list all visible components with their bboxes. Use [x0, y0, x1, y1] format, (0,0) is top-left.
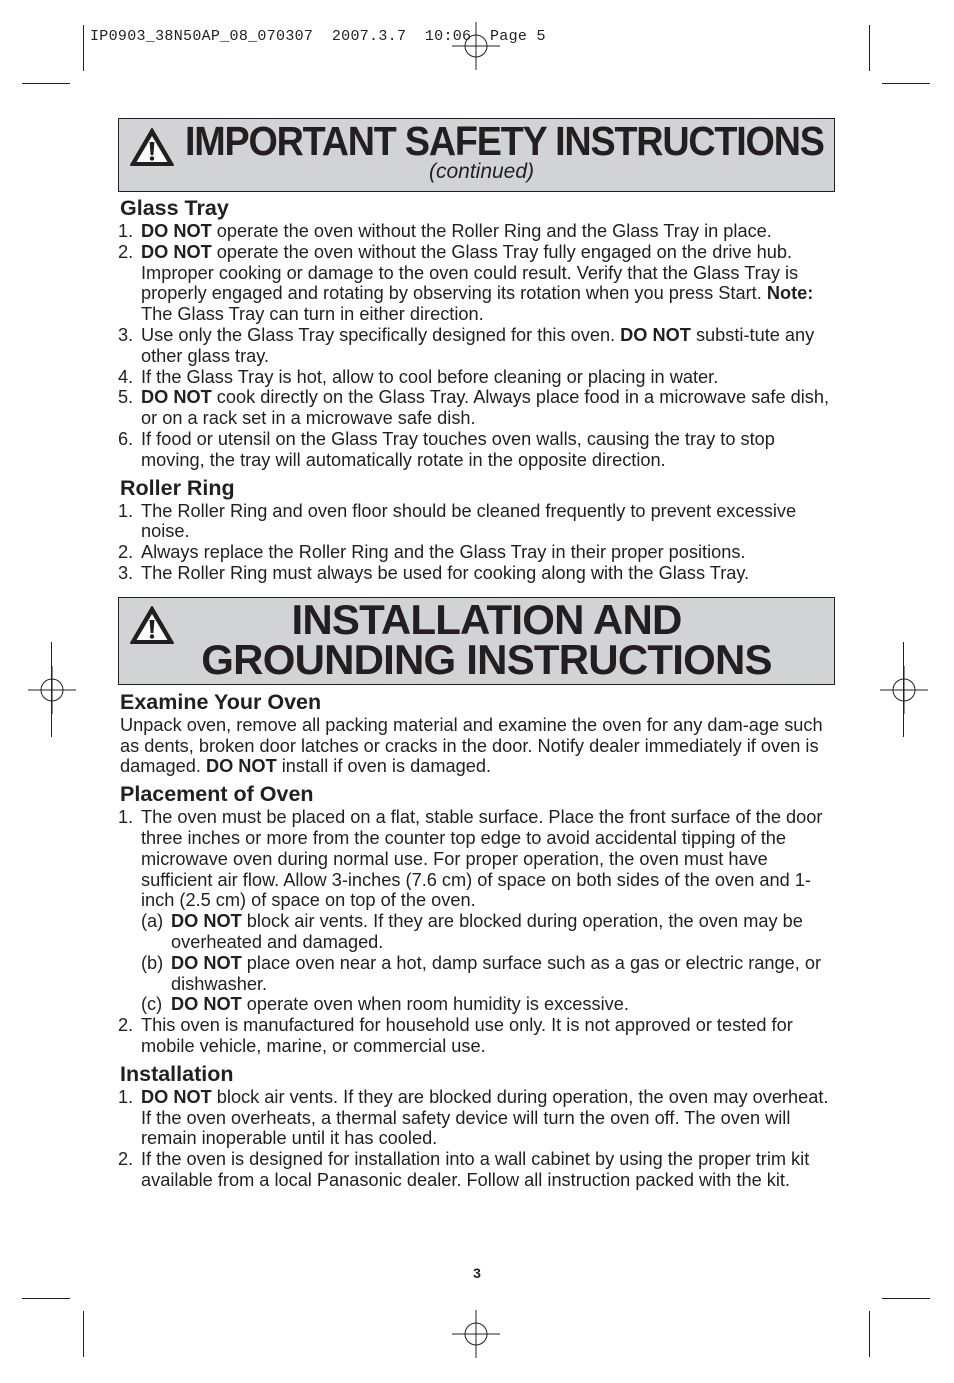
list-item: 3. Use only the Glass Tray specifically designed for this oven. DO NOT substi-tute any other glass tray.	[118, 324, 815, 366]
list-item: 1. The Roller Ring and oven floor should be cleaned frequently to prevent excessive noise.	[118, 500, 797, 542]
list-item: 3. The Roller Ring must always be used for cooking along with the Glass Tray.	[118, 562, 750, 583]
page-content	[118, 118, 835, 1191]
safety-banner	[118, 118, 835, 192]
banner-subtitle: (continued)	[428, 160, 535, 183]
section-examine-oven	[118, 689, 835, 777]
crop-mark	[51, 642, 52, 737]
section-installation	[118, 1061, 835, 1191]
section-heading: Glass Tray	[120, 196, 229, 220]
registration-mark-icon	[452, 1310, 500, 1358]
crop-mark	[83, 1311, 84, 1357]
banner-title: INSTALLATION AND GROUNDING INSTRUCTIONS	[201, 595, 772, 683]
installation-list	[118, 1087, 835, 1191]
section-glass-tray	[118, 195, 835, 471]
sub-item: (c) DO NOT operate oven when room humidity is excessive.	[141, 994, 629, 1015]
crop-mark	[882, 1298, 930, 1299]
list-item: 5. DO NOT cook directly on the Glass Tray. Always place food in a microwave safe dish, or on a rack set in a microwave safe dish.	[118, 387, 830, 429]
section-heading: Examine Your Oven	[120, 689, 322, 714]
list-item: 2. Always replace the Roller Ring and the Glass Tray in their proper positions.	[118, 542, 746, 563]
crop-mark	[903, 642, 904, 737]
sub-item: (a) DO NOT block air vents. If they are blocked during operation, the oven may be overheated and damaged.	[141, 911, 803, 952]
page-number: 3	[473, 1265, 481, 1281]
placement-sublist	[118, 911, 835, 1015]
crop-mark	[869, 1311, 870, 1357]
crop-mark	[882, 83, 930, 84]
list-item: 1. The oven must be placed on a flat, stable surface. Place the front surface of the door three inches or more from the counter top edge to avoid accidental tipping of the microwave oven during normal use. For proper operation, the oven must have sufficient air flow. Allow 3-inches (7.6 cm) of space on both sides of the oven and 1-inch (2.5 cm) of space on top of the oven.	[118, 807, 823, 911]
crop-mark	[22, 1298, 70, 1299]
sub-item: (b) DO NOT place oven near a hot, damp surface such as a gas or electric range, or dishwasher.	[141, 952, 822, 994]
paragraph: Unpack oven, remove all packing material and examine the oven for any dam-age such as dents, broken door latches or cracks in the door. Notify dealer immediately if oven is damaged. DO NOT install if oven is damaged.	[120, 714, 823, 777]
crop-mark	[83, 25, 84, 71]
placement-list-cont	[118, 1015, 835, 1057]
list-item: 2. This oven is manufactured for household use only. It is not approved or tested for mobile vehicle, marine, or commercial use.	[118, 1015, 793, 1056]
section-placement	[118, 781, 835, 1057]
roller-ring-list	[118, 501, 835, 584]
print-slug: IP0903_38N50AP_08_070307 2007.3.7 10:06 Page 5	[90, 28, 546, 45]
installation-banner	[118, 597, 835, 685]
registration-mark-icon	[452, 22, 500, 70]
section-roller-ring	[118, 475, 835, 584]
glass-tray-list	[118, 221, 835, 471]
registration-mark-icon	[880, 666, 928, 714]
registration-mark-icon	[28, 666, 76, 714]
section-heading: Roller Ring	[120, 475, 235, 500]
crop-mark	[22, 83, 70, 84]
list-item: 6. If food or utensil on the Glass Tray touches oven walls, causing the tray to stop moving, the tray will automatically rotate in the opposite direction.	[118, 428, 775, 470]
crop-mark	[869, 25, 870, 71]
section-heading: Placement of Oven	[120, 782, 314, 807]
list-item: 1. DO NOT operate the oven without the Roller Ring and the Glass Tray in place.	[118, 221, 772, 241]
list-item: 2. DO NOT operate the oven without the Glass Tray fully engaged on the drive hub. Improper cooking or damage to the oven could result. Verify that the Glass Tray is properly engaged and rotating by observing its rotation when you press Start. Note: The Glass Tray can turn in either direction.	[118, 241, 814, 325]
banner-title: IMPORTANT SAFETY INSTRUCTIONS	[185, 118, 824, 164]
placement-list	[118, 807, 835, 911]
list-item: 1. DO NOT block air vents. If they are blocked during operation, the oven may overheat. If the oven overheats, a thermal safety device will turn the oven off. The oven will remain inoperable until it has cooled.	[118, 1086, 829, 1149]
list-item: 2. If the oven is designed for installation into a wall cabinet by using the proper trim kit available from a local Panasonic dealer. Follow all instruction packed with the kit.	[118, 1149, 810, 1190]
section-heading: Installation	[120, 1061, 234, 1086]
list-item: 4. If the Glass Tray is hot, allow to cool before cleaning or placing in water.	[118, 366, 719, 387]
